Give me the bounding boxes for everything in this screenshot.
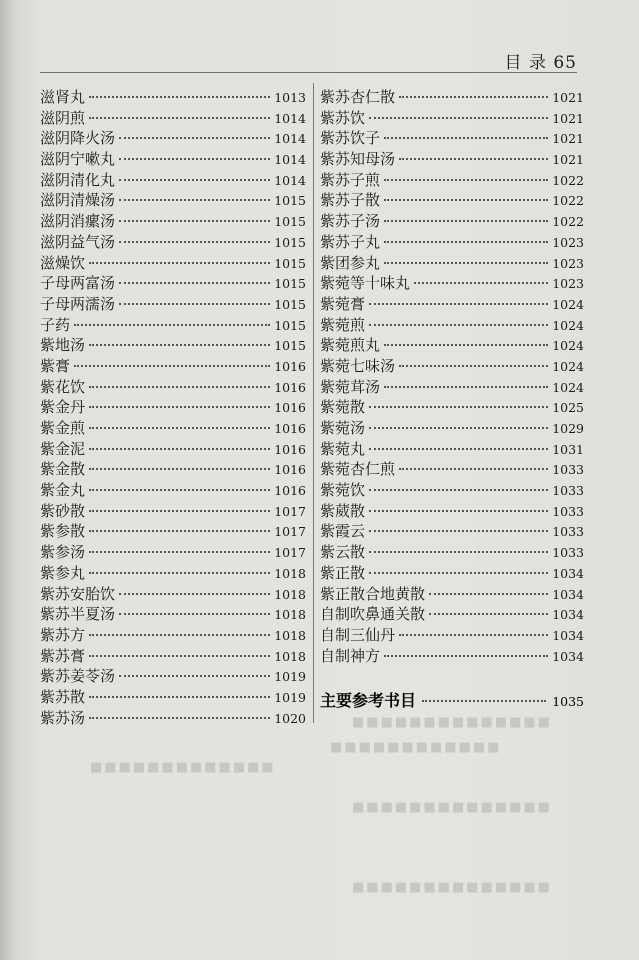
dot-leader: [384, 262, 548, 264]
toc-entry-page: 1018: [274, 565, 306, 581]
toc-entry: [320, 520, 584, 541]
toc-entry: [40, 645, 306, 666]
toc-entry-page: 1016: [274, 462, 306, 478]
toc-entry: [320, 107, 584, 128]
show-through-text: ■■■■■■■■■■■■■: [90, 760, 276, 775]
toc-entry-name: 紫苏饮: [320, 108, 366, 127]
toc-entry: [320, 355, 584, 376]
show-through-text: ■■■■■■■■■■■■■■: [352, 715, 552, 730]
toc-entry: [320, 169, 584, 190]
toc-entry-page: 1031: [552, 441, 584, 457]
toc-entry-name: 紫苏姜苓汤: [40, 667, 116, 686]
toc-entry-name: 紫金丹: [40, 398, 86, 417]
toc-entry-name: 滋阴降火汤: [40, 129, 116, 148]
toc-entry-name: 滋肾丸: [40, 88, 86, 106]
toc-entry: [40, 624, 306, 645]
toc-entry-name: 紫菀膏: [320, 294, 366, 313]
toc-entry-page: 1020: [274, 710, 306, 726]
toc-entry-name: 紫金煎: [40, 419, 86, 437]
toc-entry: [40, 396, 306, 417]
toc-entry-page: 1014: [274, 152, 306, 168]
toc-entry-name: 紫花饮: [40, 377, 86, 396]
toc-entry: [320, 252, 584, 273]
dot-leader: [89, 262, 270, 264]
toc-entry-page: 1024: [552, 317, 584, 333]
toc-entry-name: 紫参散: [40, 522, 86, 541]
toc-entry: [40, 438, 306, 459]
toc-entry-page: 1023: [552, 255, 584, 271]
toc-entry: [320, 396, 584, 417]
dot-leader: [429, 613, 548, 615]
toc-entry-name: 紫菀等十味丸: [320, 274, 411, 293]
toc-entry-page: 1014: [274, 172, 306, 188]
toc-entry-page: 1017: [274, 503, 306, 519]
toc-entry-name: 紫苏安胎饮: [40, 584, 116, 603]
toc-entry-name: 紫正散合地黄散: [320, 584, 426, 603]
dot-leader: [89, 530, 270, 532]
dot-leader: [399, 365, 548, 367]
toc-entry-name: 子母两富汤: [40, 274, 116, 293]
toc-entry-page: 1016: [274, 441, 306, 457]
dot-leader: [89, 344, 270, 346]
dot-leader: [369, 551, 548, 553]
toc-entry: [320, 210, 584, 231]
dot-leader: [369, 117, 548, 119]
toc-entry-page: 1018: [274, 586, 306, 602]
dot-leader: [369, 324, 548, 326]
toc-entry-name: 滋阴消瘰汤: [40, 212, 116, 231]
toc-entry: [320, 272, 584, 293]
toc-entry-page: 1015: [274, 255, 306, 271]
toc-entry: [40, 355, 306, 376]
toc-entry: [40, 583, 306, 604]
dot-leader: [119, 179, 270, 181]
toc-entry-page: 1021: [552, 131, 584, 147]
toc-entry-name: 紫菀茸汤: [320, 377, 381, 396]
toc-entry-page: 1015: [274, 276, 306, 292]
toc-entry-name: 紫菀散: [320, 398, 366, 417]
toc-entry-name: 滋燥饮: [40, 253, 86, 272]
toc-entry: [40, 252, 306, 273]
toc-entry-page: 1015: [274, 338, 306, 354]
dot-leader: [119, 158, 270, 160]
dot-leader: [89, 468, 270, 470]
dot-leader: [119, 220, 270, 222]
toc-entry-page: 1016: [274, 400, 306, 416]
toc-entry-name: 紫苏饮子: [320, 129, 381, 148]
toc-entry-name: 紫苏知母汤: [320, 150, 396, 169]
toc-entry-page: 1017: [274, 545, 306, 561]
toc-entry-page: 1015: [274, 193, 306, 209]
dot-leader: [119, 593, 270, 595]
toc-entry: [320, 458, 584, 479]
toc-entry-name: 自制神方: [320, 646, 381, 665]
toc-entry-page: 1021: [552, 152, 584, 168]
toc-entry: [40, 272, 306, 293]
toc-entry: [320, 189, 584, 210]
toc-entry-page: 1014: [274, 131, 306, 147]
toc-entry-name: 紫金泥: [40, 439, 86, 458]
toc-entry: [320, 127, 584, 148]
toc-entry-name: 子母两濡汤: [40, 294, 116, 313]
toc-entry-name: 紫参丸: [40, 563, 86, 582]
dot-leader: [119, 199, 270, 201]
dot-leader: [384, 344, 548, 346]
dot-leader: [119, 282, 270, 284]
toc-entry: [320, 479, 584, 500]
toc-entry-page: 1019: [274, 689, 306, 705]
toc-entry-name: 滋阴宁嗽丸: [40, 150, 116, 169]
toc-entry-page: 1018: [274, 607, 306, 623]
toc-entry: [40, 603, 306, 624]
toc-entry: [40, 86, 306, 107]
toc-entry-page: 1034: [552, 648, 584, 664]
toc-entry-page: 1015: [274, 214, 306, 230]
dot-leader: [74, 365, 270, 367]
dot-leader: [429, 593, 548, 595]
toc-entry: [40, 417, 306, 438]
toc-entry-page: 1024: [552, 338, 584, 354]
toc-entry-page: 1022: [552, 193, 584, 209]
toc-entry-page: 1015: [274, 234, 306, 250]
dot-leader: [369, 448, 548, 450]
dot-leader: [369, 510, 548, 512]
toc-entry-name: 紫菀丸: [320, 439, 366, 458]
dot-leader: [74, 324, 270, 326]
toc-entry-name: 紫苏膏: [40, 646, 86, 665]
dot-leader: [89, 386, 270, 388]
dot-leader: [119, 137, 270, 139]
toc-entry: [40, 686, 306, 707]
toc-left-column: [40, 86, 306, 727]
dot-leader: [89, 489, 270, 491]
toc-entry-page: 1016: [274, 421, 306, 436]
toc-entry: [40, 189, 306, 210]
toc-entry: [40, 334, 306, 355]
toc-entry-name: 紫菀饮: [320, 481, 366, 500]
toc-entry-page: 1015: [274, 296, 306, 312]
dot-leader: [89, 696, 270, 698]
toc-entry: [320, 417, 584, 438]
toc-entry: [320, 562, 584, 583]
toc-entry-name: 紫菀杏仁煎: [320, 460, 396, 479]
dot-leader: [384, 386, 548, 388]
dot-leader: [384, 199, 548, 201]
toc-entry: [320, 500, 584, 521]
dot-leader: [369, 489, 548, 491]
toc-entry-page: 1021: [552, 90, 584, 105]
toc-entry-name: 自制吹鼻通关散: [320, 605, 426, 624]
dot-leader: [369, 572, 548, 574]
toc-entry-page: 1024: [552, 358, 584, 374]
dot-leader: [119, 303, 270, 305]
dot-leader: [119, 613, 270, 615]
toc-entry: [40, 231, 306, 252]
toc-entry-name: 紫云散: [320, 543, 366, 562]
show-through-text: ■■■■■■■■■■■■■■: [352, 880, 552, 895]
toc-entry: [320, 293, 584, 314]
toc-entry-name: 紫地汤: [40, 336, 86, 355]
toc-entry-page: 1029: [552, 421, 584, 436]
toc-entry-name: 紫苏子煎: [320, 170, 381, 189]
toc-entry: [320, 541, 584, 562]
toc-entry-page: 1014: [274, 110, 306, 126]
references-title: 主要参考书目: [320, 691, 417, 710]
toc-entry-page: 1019: [274, 669, 306, 685]
toc-entry-name: 紫金丸: [40, 481, 86, 500]
toc-entry: [40, 458, 306, 479]
dot-leader: [422, 700, 546, 702]
toc-entry-page: 1034: [552, 586, 584, 602]
toc-entry: [40, 562, 306, 583]
toc-entry: [40, 376, 306, 397]
toc-entry-page: 1023: [552, 276, 584, 292]
toc-entry: [320, 334, 584, 355]
toc-entry: [320, 314, 584, 335]
toc-entry-name: 紫苏汤: [40, 708, 86, 727]
toc-entry: [40, 210, 306, 231]
toc-entry-name: 紫苏杏仁散: [320, 88, 396, 106]
toc-entry: [40, 314, 306, 335]
toc-entry-name: 紫苏半夏汤: [40, 605, 116, 624]
toc-entry-name: 紫团参丸: [320, 253, 381, 272]
toc-entry-page: 1023: [552, 234, 584, 250]
toc-entry-page: 1017: [274, 524, 306, 540]
toc-right-column: [320, 86, 584, 665]
dot-leader: [399, 96, 548, 98]
page-header-title: 目 录 65: [504, 53, 577, 73]
toc-entry-page: 1022: [552, 172, 584, 188]
dot-leader: [89, 406, 270, 408]
dot-leader: [399, 468, 548, 470]
dot-leader: [384, 220, 548, 222]
toc-entry-page: 1015: [274, 317, 306, 333]
toc-entry-page: 1016: [274, 483, 306, 499]
dot-leader: [399, 158, 548, 160]
dot-leader: [119, 241, 270, 243]
dot-leader: [89, 96, 270, 98]
toc-entry-page: 1034: [552, 565, 584, 581]
toc-entry: [40, 169, 306, 190]
toc-entry: [320, 583, 584, 604]
column-divider: [313, 83, 314, 723]
toc-entry: [40, 107, 306, 128]
toc-entry-name: 紫菀煎丸: [320, 336, 381, 355]
toc-entry-name: 紫菀汤: [320, 419, 366, 437]
dot-leader: [384, 655, 548, 657]
toc-entry: [320, 148, 584, 169]
toc-entry: [320, 603, 584, 624]
toc-entry-name: 滋阴清燥汤: [40, 191, 116, 210]
toc-entry-page: 1016: [274, 358, 306, 374]
toc-entry-page: 1034: [552, 607, 584, 623]
toc-entry-name: 紫正散: [320, 563, 366, 582]
toc-entry: [40, 479, 306, 500]
toc-entry-name: 紫金散: [40, 460, 86, 479]
toc-entry-page: 1033: [552, 545, 584, 561]
toc-entry-name: 紫菀煎: [320, 315, 366, 334]
toc-entry: [40, 707, 306, 728]
toc-entry: [320, 231, 584, 252]
dot-leader: [399, 634, 548, 636]
toc-entry-name: 紫苏子丸: [320, 232, 381, 251]
dot-leader: [89, 510, 270, 512]
toc-entry-name: 紫菀七味汤: [320, 356, 396, 375]
toc-entry-name: 滋阴煎: [40, 108, 86, 127]
dot-leader: [369, 303, 548, 305]
toc-entry-page: 1025: [552, 400, 584, 416]
dot-leader: [89, 551, 270, 553]
toc-entry-page: 1021: [552, 110, 584, 126]
dot-leader: [119, 675, 270, 677]
dot-leader: [369, 427, 548, 429]
toc-entry-page: 1033: [552, 524, 584, 540]
toc-entry: [40, 293, 306, 314]
toc-entry: [40, 127, 306, 148]
dot-leader: [89, 717, 270, 719]
toc-entry: [40, 541, 306, 562]
references-entry: [320, 688, 584, 711]
toc-entry-page: 1018: [274, 648, 306, 664]
show-through-text: ■■■■■■■■■■■■■■: [352, 800, 552, 815]
toc-entry-page: 1024: [552, 379, 584, 395]
toc-entry-page: 1034: [552, 627, 584, 643]
toc-entry-name: 紫参汤: [40, 543, 86, 562]
toc-entry-name: 紫葳散: [320, 501, 366, 520]
toc-entry: [320, 624, 584, 645]
toc-entry-name: 子药: [40, 315, 71, 334]
dot-leader: [414, 282, 548, 284]
toc-entry-name: 紫砂散: [40, 501, 86, 520]
toc-entry-name: 滋阴清化丸: [40, 170, 116, 189]
toc-entry-page: 1033: [552, 483, 584, 499]
toc-entry: [320, 645, 584, 666]
toc-entry-page: 1033: [552, 503, 584, 519]
dot-leader: [384, 241, 548, 243]
toc-entry-name: 紫霞云: [320, 522, 366, 541]
dot-leader: [369, 530, 548, 532]
page-header: [40, 46, 577, 73]
dot-leader: [89, 117, 270, 119]
show-through-text: ■■■■■■■■■■■■: [330, 740, 502, 755]
dot-leader: [89, 634, 270, 636]
dot-leader: [384, 179, 548, 181]
toc-entry: [320, 86, 584, 107]
toc-entry-page: 1033: [552, 462, 584, 478]
toc-entry: [40, 148, 306, 169]
dot-leader: [384, 137, 548, 139]
toc-entry-name: 紫苏子汤: [320, 212, 381, 231]
toc-entry-page: 1016: [274, 379, 306, 395]
toc-entry-name: 自制三仙丹: [320, 625, 396, 644]
toc-entry-page: 1022: [552, 214, 584, 230]
dot-leader: [369, 406, 548, 408]
toc-entry-page: 1018: [274, 627, 306, 643]
toc-entry-name: 紫苏散: [40, 687, 86, 706]
dot-leader: [89, 448, 270, 450]
toc-entry-name: 紫苏子散: [320, 191, 381, 210]
toc-entry: [40, 500, 306, 521]
toc-entry-name: 滋阴益气汤: [40, 232, 116, 251]
toc-entry: [40, 665, 306, 686]
toc-entry: [320, 438, 584, 459]
references-page: 1035: [552, 694, 584, 709]
dot-leader: [89, 572, 270, 574]
toc-entry: [40, 520, 306, 541]
dot-leader: [89, 655, 270, 657]
toc-entry-name: 紫苏方: [40, 625, 86, 644]
toc-entry-page: 1024: [552, 296, 584, 312]
toc-entry-page: 1013: [274, 90, 306, 105]
toc-entry-name: 紫膏: [40, 356, 71, 375]
dot-leader: [89, 427, 270, 429]
toc-entry: [320, 376, 584, 397]
